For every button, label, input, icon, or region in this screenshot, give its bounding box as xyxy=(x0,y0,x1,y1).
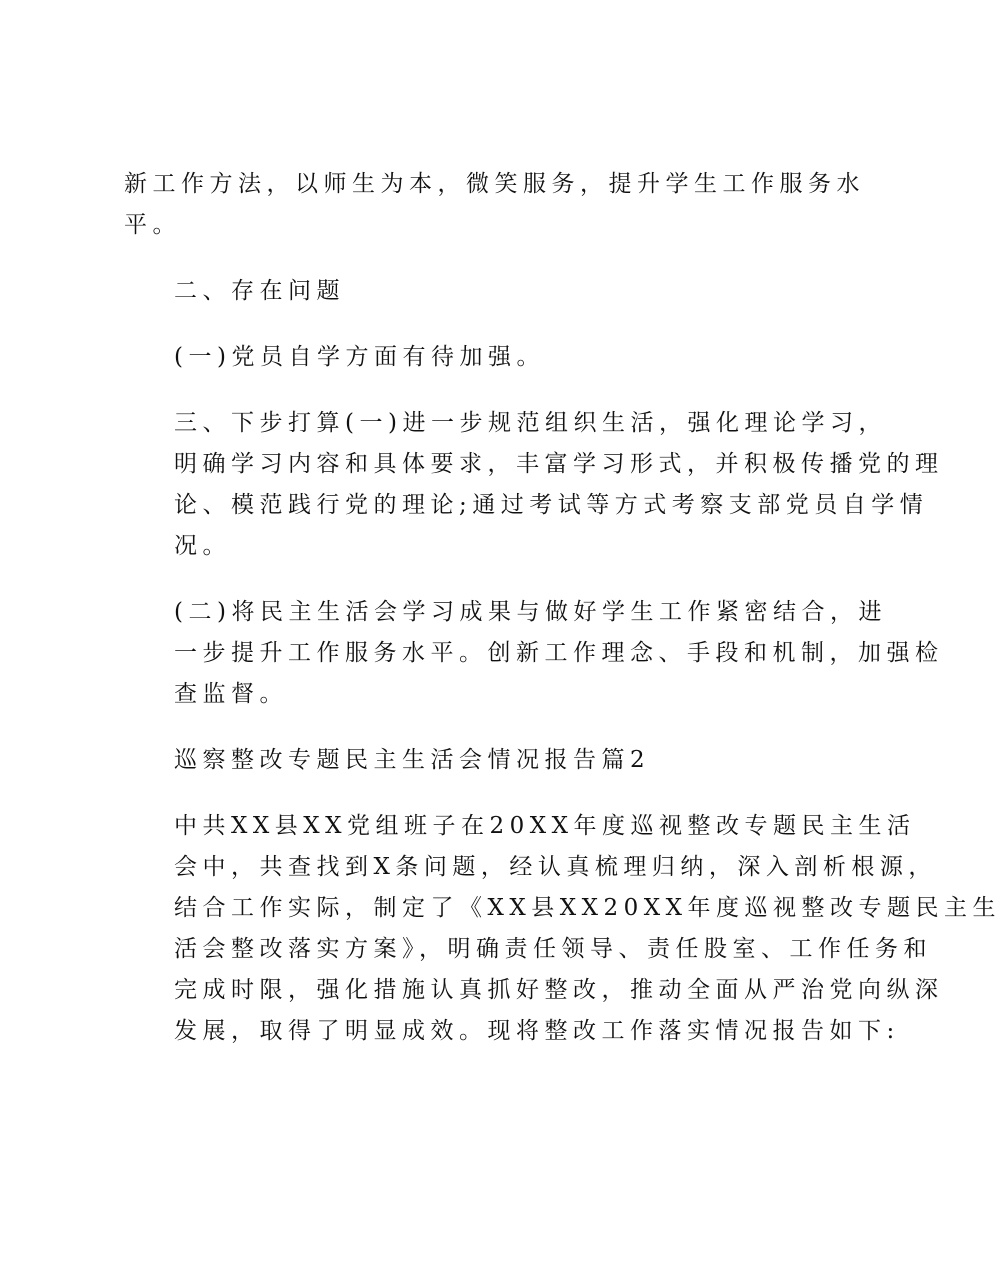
text-line: 一步提升工作服务水平。创新工作理念、手段和机制，加强检 xyxy=(174,640,944,666)
paragraph-problem-1 xyxy=(124,337,796,378)
paragraph-next-steps-1 xyxy=(124,403,944,567)
text-line: 巡察整改专题民主生活会情况报告篇2 xyxy=(174,747,651,773)
paragraph-report-intro xyxy=(124,806,1001,1052)
text-line: 中共XX县XX党组班子在20XX年度巡视整改专题民主生活 xyxy=(174,813,916,839)
text-line: 完成时限，强化措施认真抓好整改，推动全面从严治党向纵深 xyxy=(174,977,944,1003)
text-line: 会中，共查找到X条问题，经认真梳理归纳，深入剖析根源， xyxy=(174,854,937,880)
text-line: (一)党员自学方面有待加强。 xyxy=(174,344,545,370)
text-line: 平。 xyxy=(124,212,181,238)
document-body xyxy=(124,164,1001,1077)
text-line: 活会整改落实方案》，明确责任领导、责任股室、工作任务和 xyxy=(174,936,932,962)
section-heading-problems xyxy=(124,271,796,312)
text-line: 发展，取得了明显成效。现将整改工作落实情况报告如下: xyxy=(174,1018,900,1044)
report-title-part-2 xyxy=(124,740,796,781)
text-line: 三、下步打算(一)进一步规范组织生活，强化理论学习， xyxy=(174,410,887,436)
paragraph-next-steps-2 xyxy=(124,592,944,715)
text-line: 论、模范践行党的理论;通过考试等方式考察支部党员自学情 xyxy=(174,492,929,518)
paragraph-continuation xyxy=(124,164,865,246)
text-line: 新工作方法，以师生为本，微笑服务，提升学生工作服务水 xyxy=(124,171,865,197)
text-line: 二、存在问题 xyxy=(174,278,345,304)
text-line: 查监督。 xyxy=(174,681,288,707)
text-line: 明确学习内容和具体要求，丰富学习形式，并积极传播党的理 xyxy=(174,451,944,477)
text-line: (二)将民主生活会学习成果与做好学生工作紧密结合，进 xyxy=(174,599,887,625)
text-line: 况。 xyxy=(174,533,231,559)
text-line: 结合工作实际，制定了《XX县XX20XX年度巡视整改专题民主生 xyxy=(174,895,1001,921)
